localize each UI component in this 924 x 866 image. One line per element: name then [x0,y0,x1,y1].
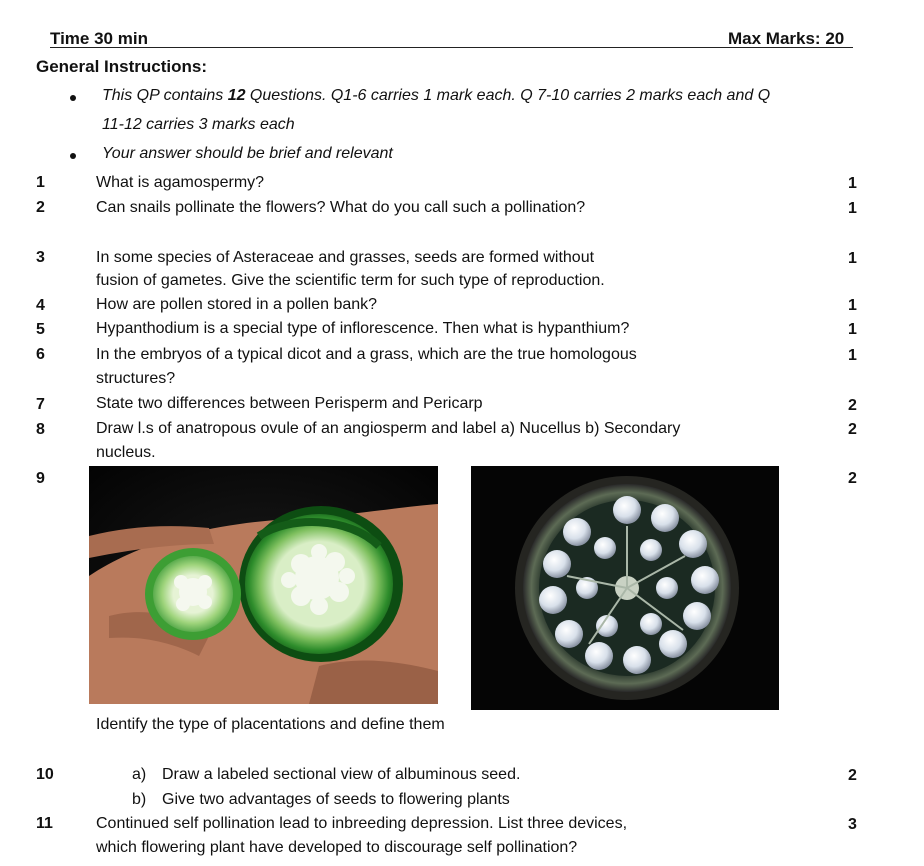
question-part-b: Give two advantages of seeds to flowering plants [162,791,510,808]
fruit-section-illustration [471,466,779,710]
question-number: 10 [36,766,54,783]
question-text: In some species of Asteraceae and grasses, seeds are formed without [96,249,595,266]
question-text-line2: nucleus. [96,444,156,461]
question-text: Hypanthodium is a special type of inflorescence. Then what is hypanthium? [96,320,630,337]
question-number: 6 [36,346,45,363]
question-part-a: Draw a labeled sectional view of albuminous seed. [162,766,521,783]
instruction-count: 12 [227,87,246,104]
instructions-title: General Instructions: [36,57,207,76]
question-marks: 1 [848,347,857,364]
max-marks-label: Max Marks: 20 [728,29,845,48]
axile-placentation-photo [471,466,779,710]
question-number: 9 [36,470,45,487]
instruction-item-1-line2: 11-12 carries 3 marks each [102,116,295,133]
question-number: 3 [36,249,45,266]
question-number: 5 [36,321,45,338]
question-text: Draw l.s of anatropous ovule of an angiosperm and label a) Nucellus b) Secondary [96,420,681,437]
question-marks: 1 [848,250,857,267]
question-marks: 1 [848,321,857,338]
question-marks: 3 [848,816,857,833]
instruction-item-2: Your answer should be brief and relevant [102,145,393,162]
question-marks: 2 [848,767,857,784]
bullet-dot [70,95,76,101]
question-text: What is agamospermy? [96,174,265,191]
question-number: 4 [36,297,45,314]
question-marks: 1 [848,297,857,314]
question-number: 11 [36,815,53,832]
question-marks: 1 [848,175,857,192]
question-text-line2: structures? [96,370,176,387]
header-rule [50,47,853,48]
instruction-text: Questions. Q1-6 carries 1 mark each. Q 7-10 carries 2 marks each and Q [245,87,771,104]
instruction-item-1 [102,87,770,105]
time-label: Time 30 min [50,29,148,48]
question-text: How are pollen stored in a pollen bank? [96,296,378,313]
instruction-text: This QP contains [102,87,228,104]
question-text-line2: which flowering plant have developed to discourage self pollination? [96,839,578,856]
question-number: 7 [36,396,45,413]
pepper-illustration [89,466,438,704]
question-marks: 2 [848,470,857,487]
question-number: 2 [36,199,45,216]
pepper-cross-section-photo [89,466,438,704]
question-text-line2: fusion of gametes. Give the scientific term for such type of reproduction. [96,272,605,289]
question-marks: 2 [848,397,857,414]
question-number: 1 [36,174,45,191]
question-text: State two differences between Perisperm and Pericarp [96,395,483,412]
question-number: 8 [36,421,45,438]
question-text: Can snails pollinate the flowers? What do you call such a pollination? [96,199,586,216]
question-text: Continued self pollination lead to inbreeding depression. List three devices, [96,815,628,832]
bullet-dot [70,153,76,159]
question-part-b-label: b) [132,791,147,808]
question-part-a-label: a) [132,766,147,783]
figure-caption: Identify the type of placentations and define them [96,716,445,733]
question-marks: 1 [848,200,857,217]
question-marks: 2 [848,421,857,438]
question-text: In the embryos of a typical dicot and a grass, which are the true homologous [96,346,637,363]
